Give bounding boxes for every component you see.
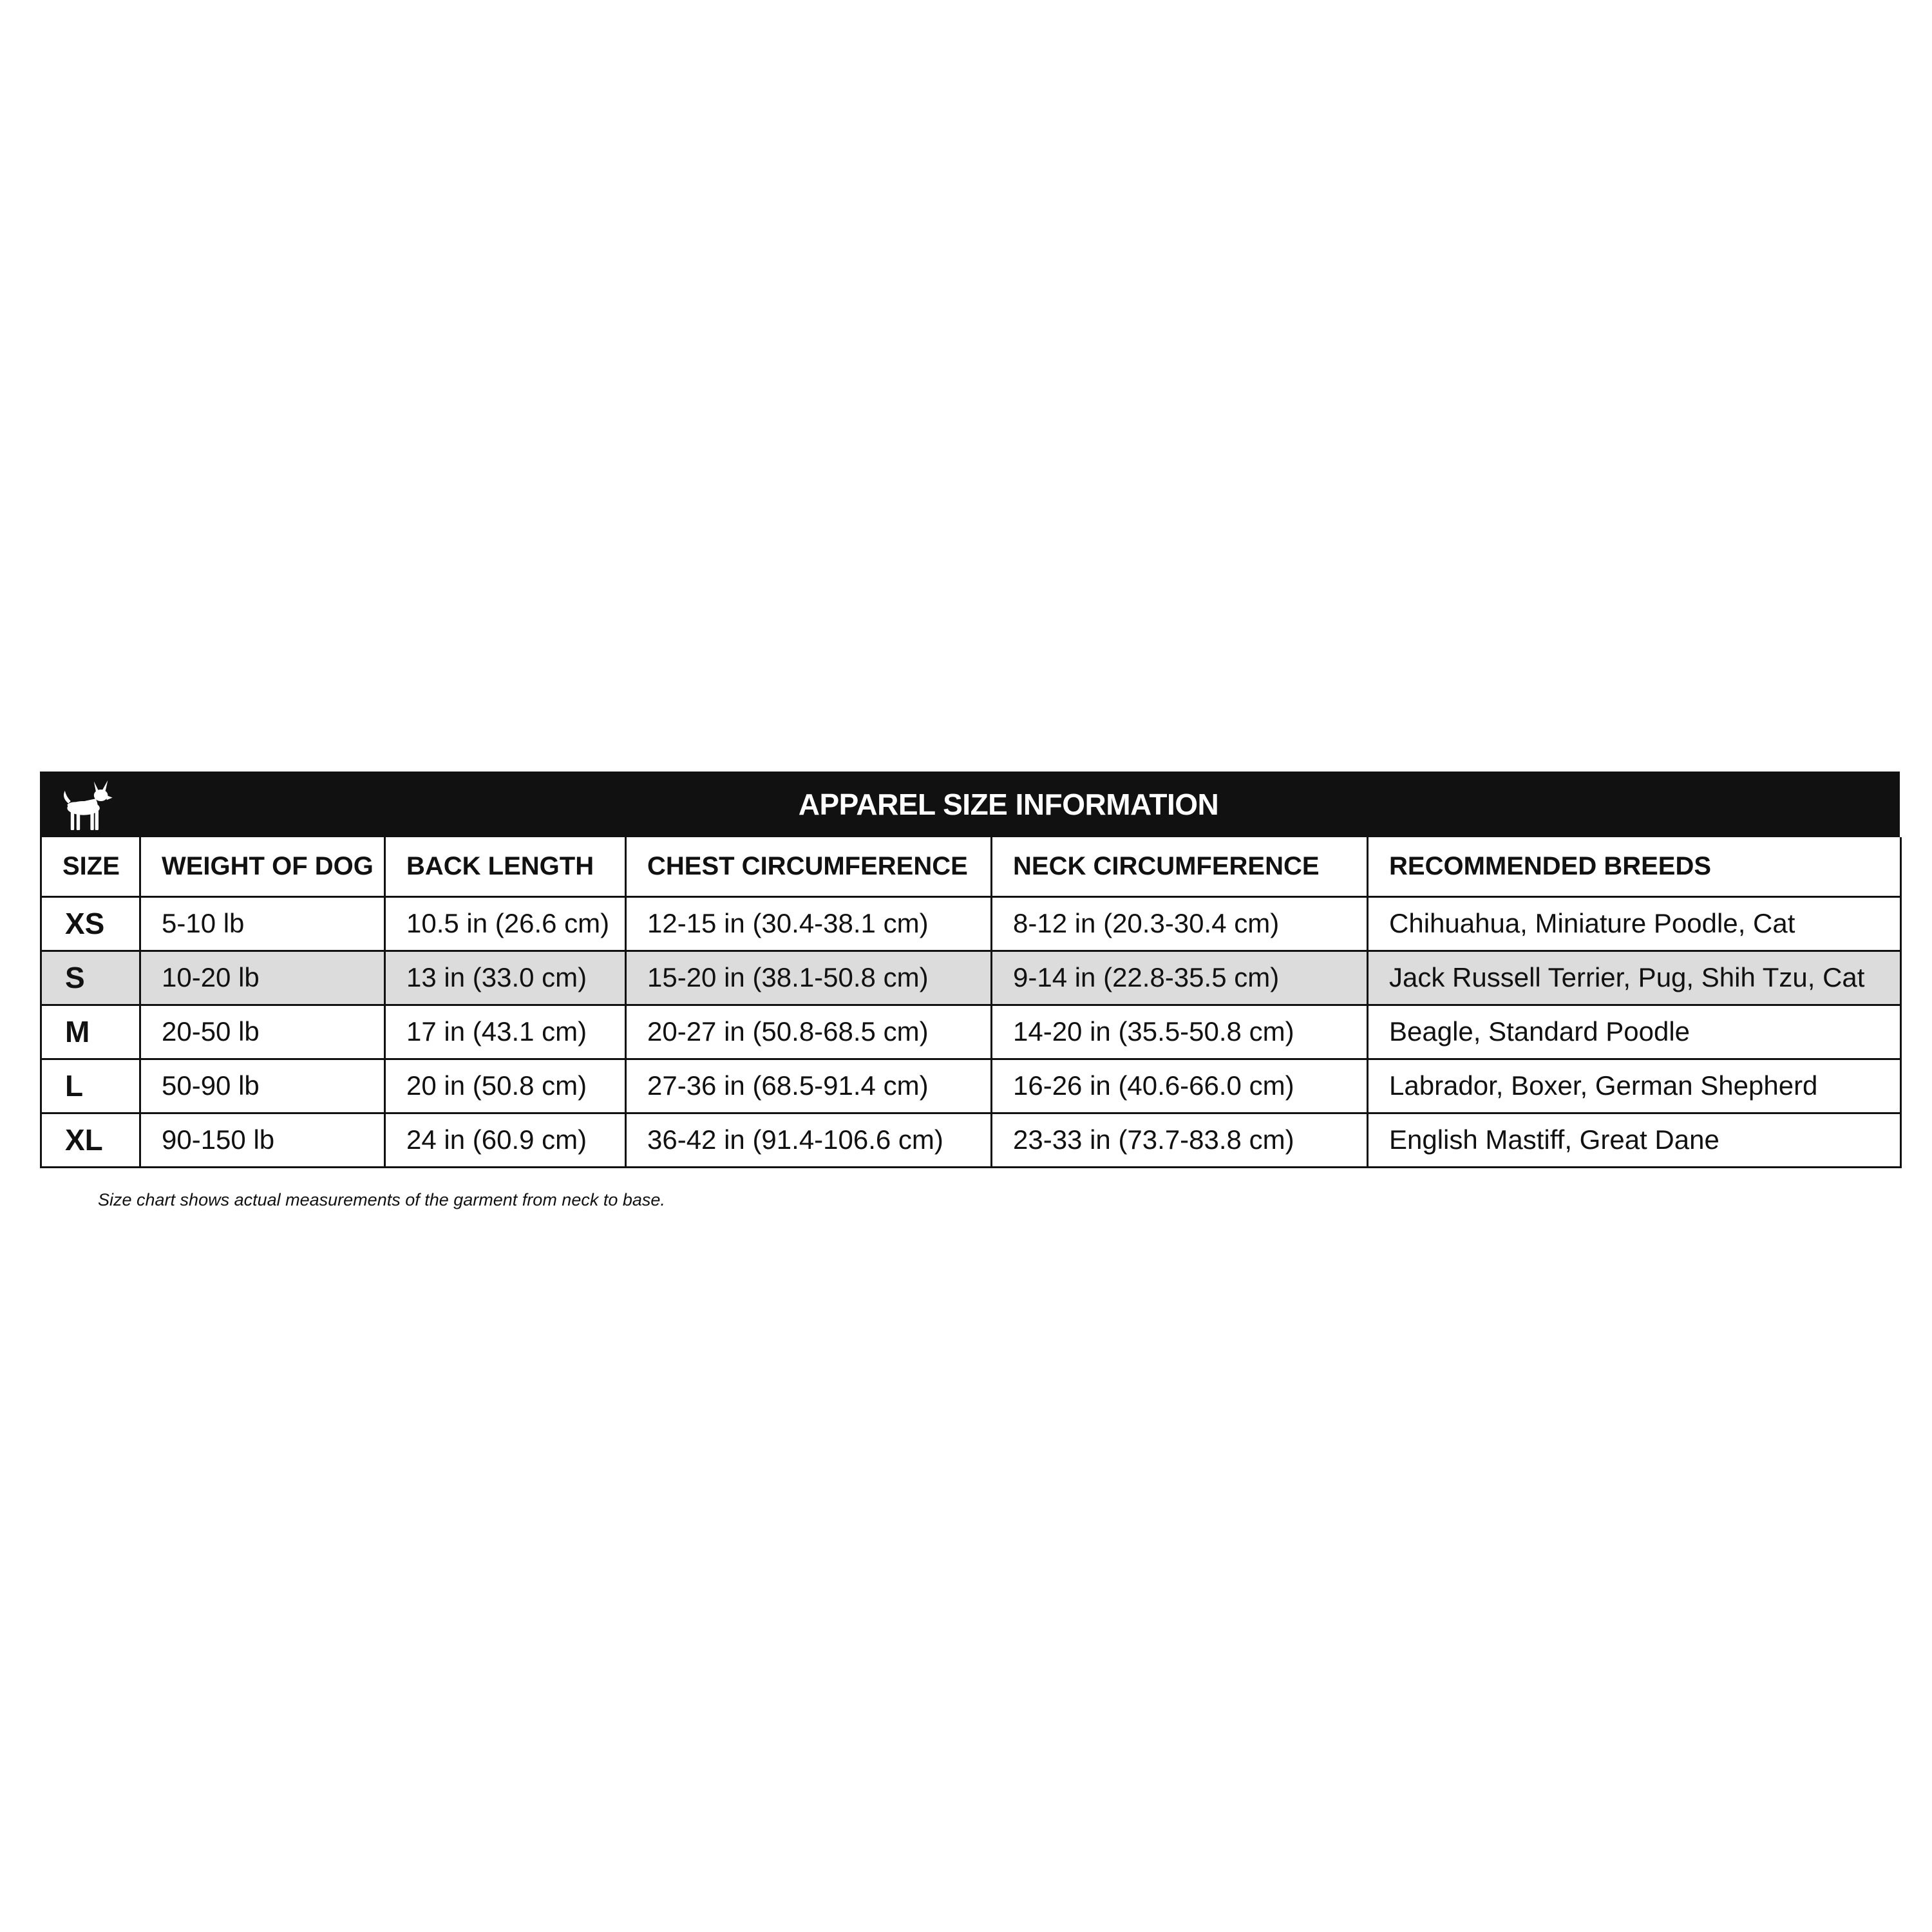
column-header-neck: NECK CIRCUMFERENCE xyxy=(992,837,1368,896)
neck-cell: 23-33 in (73.7-83.8 cm) xyxy=(992,1113,1368,1167)
back-length-cell: 17 in (43.1 cm) xyxy=(385,1005,626,1059)
table-row xyxy=(41,1005,1901,1059)
size-label: XL xyxy=(41,1113,140,1167)
title-bar xyxy=(40,772,1900,837)
size-label: M xyxy=(41,1005,140,1059)
size-label: XS xyxy=(41,896,140,951)
weight-cell: 10-20 lb xyxy=(140,951,385,1005)
column-header-weight: WEIGHT OF DOG xyxy=(140,837,385,896)
chest-cell: 12-15 in (30.4-38.1 cm) xyxy=(626,896,992,951)
column-header-chest: CHEST CIRCUMFERENCE xyxy=(626,837,992,896)
breeds-cell: English Mastiff, Great Dane xyxy=(1368,1113,1901,1167)
breeds-cell: Labrador, Boxer, German Shepherd xyxy=(1368,1059,1901,1113)
table-row xyxy=(41,951,1901,1005)
column-header-size: SIZE xyxy=(41,837,140,896)
breeds-cell: Beagle, Standard Poodle xyxy=(1368,1005,1901,1059)
breeds-cell: Chihuahua, Miniature Poodle, Cat xyxy=(1368,896,1901,951)
weight-cell: 20-50 lb xyxy=(140,1005,385,1059)
neck-cell: 9-14 in (22.8-35.5 cm) xyxy=(992,951,1368,1005)
chest-cell: 15-20 in (38.1-50.8 cm) xyxy=(626,951,992,1005)
footnote: Size chart shows actual measurements of the garment from neck to base. xyxy=(98,1190,665,1209)
chest-cell: 20-27 in (50.8-68.5 cm) xyxy=(626,1005,992,1059)
table-row xyxy=(41,1059,1901,1113)
weight-cell: 50-90 lb xyxy=(140,1059,385,1113)
size-chart xyxy=(40,772,1900,1168)
weight-cell: 5-10 lb xyxy=(140,896,385,951)
back-length-cell: 10.5 in (26.6 cm) xyxy=(385,896,626,951)
neck-cell: 14-20 in (35.5-50.8 cm) xyxy=(992,1005,1368,1059)
chest-cell: 36-42 in (91.4-106.6 cm) xyxy=(626,1113,992,1167)
table-row xyxy=(41,1113,1901,1167)
header-row xyxy=(41,837,1901,896)
back-length-cell: 13 in (33.0 cm) xyxy=(385,951,626,1005)
column-header-back-length: BACK LENGTH xyxy=(385,837,626,896)
weight-cell: 90-150 lb xyxy=(140,1113,385,1167)
size-label: S xyxy=(41,951,140,1005)
column-header-breeds: RECOMMENDED BREEDS xyxy=(1368,837,1901,896)
neck-cell: 16-26 in (40.6-66.0 cm) xyxy=(992,1059,1368,1113)
back-length-cell: 24 in (60.9 cm) xyxy=(385,1113,626,1167)
size-label: L xyxy=(41,1059,140,1113)
size-table xyxy=(40,837,1902,1168)
table-row xyxy=(41,896,1901,951)
chest-cell: 27-36 in (68.5-91.4 cm) xyxy=(626,1059,992,1113)
neck-cell: 8-12 in (20.3-30.4 cm) xyxy=(992,896,1368,951)
breeds-cell: Jack Russell Terrier, Pug, Shih Tzu, Cat xyxy=(1368,951,1901,1005)
back-length-cell: 20 in (50.8 cm) xyxy=(385,1059,626,1113)
chart-title: APPAREL SIZE INFORMATION xyxy=(798,788,1219,821)
